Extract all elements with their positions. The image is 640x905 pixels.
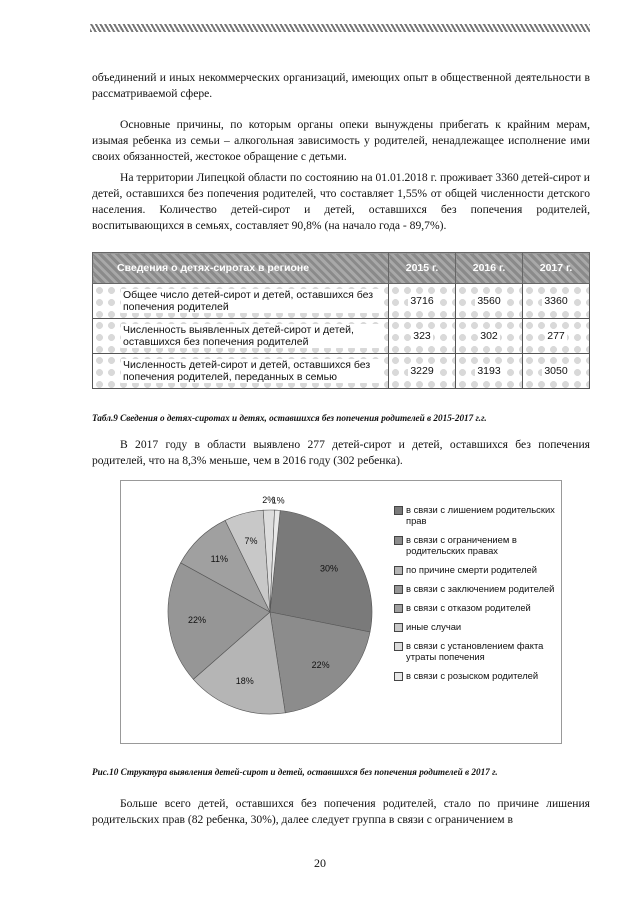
pie-slice-label: 30%	[320, 563, 339, 574]
legend-label: в связи с заключением родителей	[406, 583, 555, 594]
legend-swatch	[394, 604, 403, 613]
table-cell: 3193	[477, 365, 501, 377]
paragraph-2: Основные причины, по которым органы опеки вынуждены прибегать к крайним мерам, изымая ребенка из семьи – алкогольная зависимость у родителей, ненадлежащее исполнение ими своих обязанностей, жестокое обращение с детьми.	[92, 118, 590, 163]
table-row	[93, 354, 590, 389]
table-header-cell: Сведения о детях-сиротах в регионе	[93, 253, 389, 284]
pie-slice-label: 1%	[271, 495, 285, 506]
chart-caption: Рис.10 Структура выявления детей-сирот и детей, оставшихся без попечения родителей в 2017 г.	[92, 767, 498, 777]
legend-swatch	[394, 642, 403, 651]
table-cell: 3050	[544, 365, 568, 377]
legend-item	[394, 602, 564, 613]
legend-swatch	[394, 623, 403, 632]
table-row-label: Численность выявленных детей-сирот и детей, оставшихся без попечения родителей	[121, 324, 384, 348]
table-cell: 3360	[544, 295, 568, 307]
header-band	[90, 24, 590, 32]
legend-swatch	[394, 672, 403, 681]
table-row-label: Численность детей-сирот и детей, оставшихся без попечения родителей, переданных в семью	[121, 359, 384, 383]
legend-item	[394, 564, 564, 575]
legend-item	[394, 621, 564, 632]
legend-swatch	[394, 536, 403, 545]
table-row	[93, 319, 590, 354]
legend-swatch	[394, 506, 403, 515]
paragraph-3: На территории Липецкой области по состоянию на 01.01.2018 г. проживает 3360 детей-сирот и детей, оставшихся без попечения родителей, что составляет 1,55% от общей численности детского населения. Количество детей-сирот и детей, оставшихся без попечения родителей, воспитывающихся в семьях, составляет 90,8% (на начало года - 89,7%).	[92, 171, 590, 232]
table-cell: 302	[480, 330, 498, 342]
table-cell: 3560	[477, 295, 501, 307]
legend-item	[394, 504, 564, 526]
orphans-table	[92, 252, 590, 389]
legend-swatch	[394, 585, 403, 594]
chart-legend	[394, 504, 564, 689]
legend-item	[394, 583, 564, 594]
table-cell: 323	[413, 330, 431, 342]
legend-label: в связи с установлением факта утраты попечения	[406, 640, 544, 662]
legend-item	[394, 534, 564, 556]
legend-label: в связи с лишением родительских прав	[406, 504, 555, 526]
legend-label: в связи с отказом родителей	[406, 602, 531, 613]
table-row-label: Общее число детей-сирот и детей, оставшихся без попечения родителей	[121, 289, 384, 313]
table-cell: 277	[547, 330, 565, 342]
legend-swatch	[394, 566, 403, 575]
table-header-cell: 2015 г.	[389, 253, 456, 284]
table-cell: 3716	[410, 295, 434, 307]
legend-label: по причине смерти родителей	[406, 564, 537, 575]
legend-label: в связи с ограничением в родительских правах	[406, 534, 517, 556]
pie-slice-label: 22%	[187, 614, 206, 625]
pie-slice-label: 11%	[210, 553, 228, 564]
paragraph-5: Больше всего детей, оставшихся без попечения родителей, стало по причине лишения родительских прав (82 ребенка, 30%), далее следует группа в связи с ограничением в	[92, 797, 590, 826]
table-caption: Табл.9 Сведения о детях-сиротах и детях, оставшихся без попечения родителей в 2015-2017 г.г.	[92, 413, 487, 423]
legend-label: в связи с розыском родителей	[406, 670, 539, 681]
pie-chart	[160, 488, 390, 728]
pie-slice-label: 7%	[244, 536, 258, 547]
table-header-row	[93, 253, 590, 284]
legend-item	[394, 640, 564, 662]
table-row	[93, 284, 590, 319]
paragraph-1: объединений и иных некоммерческих организаций, имеющих опыт в общественной деятельности в рассматриваемой сфере.	[92, 71, 590, 100]
table-header-cell: 2017 г.	[523, 253, 590, 284]
paragraph-4: В 2017 году в области выявлено 277 детей-сирот и детей, оставшихся без попечения родителей, что на 8,3% меньше, чем в 2016 году (302 ребенка).	[92, 438, 590, 467]
legend-label: иные случаи	[406, 621, 462, 632]
pie-slice-label: 22%	[311, 660, 330, 671]
table-cell: 3229	[410, 365, 434, 377]
page-number: 20	[314, 856, 326, 870]
table-header-cell: 2016 г.	[456, 253, 523, 284]
pie-slice-label: 2%	[262, 495, 276, 506]
pie-slice-label: 18%	[235, 675, 254, 686]
legend-item	[394, 670, 564, 681]
